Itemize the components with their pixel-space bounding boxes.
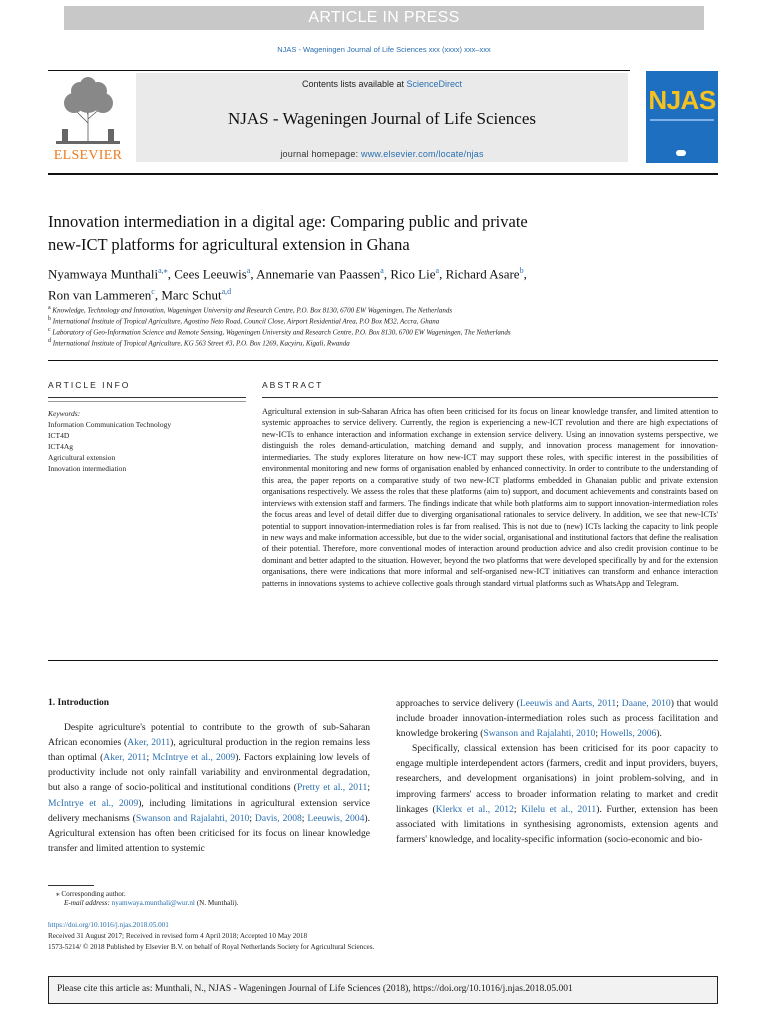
keyword: ICT4Ag	[48, 442, 73, 451]
author-line-2	[48, 283, 708, 304]
cover-title: NJAS	[648, 85, 716, 115]
citation-link[interactable]: Leeuwis, 2004	[307, 812, 365, 824]
text-run: ), including limitations in agricultural extension service delivery mechanisms (	[48, 797, 370, 824]
affiliation-text: Knowledge, Technology and Innovation, Wageningen University and Research Centre, P.O. Box 8130, 6700 EW Wageningen, The Netherlands	[52, 306, 453, 315]
abstract-rule	[262, 397, 718, 398]
citation-link[interactable]: Kilelu et al., 2011	[521, 803, 597, 815]
author-affil-sup[interactable]: a,d	[221, 287, 232, 297]
keyword: ICT4D	[48, 431, 70, 440]
text-run: ;	[146, 752, 153, 764]
author: Cees Leeuwis	[174, 266, 247, 282]
article-title	[48, 210, 688, 256]
author-affil-sup[interactable]: a	[435, 266, 440, 275]
abstract-heading: ABSTRACT	[262, 380, 324, 390]
affiliation	[48, 316, 708, 325]
text-run: ;	[249, 812, 255, 824]
cover-stripe	[650, 119, 714, 121]
abstract-bottom-rule	[48, 660, 718, 661]
body-column-right	[396, 696, 718, 847]
header-top-rule	[48, 70, 630, 71]
doi-link[interactable]: https://doi.org/10.1016/j.njas.2018.05.001	[48, 921, 169, 929]
email-note	[64, 899, 238, 907]
citation-link[interactable]: Pretty et al., 2011	[296, 782, 368, 794]
text-run: ) that would include broader innovation-intermediation roles such as process facilitation and knowledge brokering (	[396, 698, 718, 740]
author: Marc Schut	[161, 287, 222, 303]
author: Rico Lie	[390, 266, 436, 282]
text-run: ). Further, extension has been associated with limitations in synthesising agronomists, extension agents and farmers' knowledge, and locality-specific information (socio-economic and bio-	[396, 803, 718, 845]
author-separator: ,	[523, 266, 527, 282]
footnote-rule	[48, 885, 94, 886]
text-run: ;	[513, 803, 522, 815]
affiliation-key: c	[48, 327, 51, 333]
author-separator: ,	[167, 266, 175, 282]
text-run: Despite agriculture's potential to contribute to the growth of sub-Saharan African economies (	[48, 722, 370, 749]
homepage-prefix: journal homepage:	[280, 149, 361, 159]
citation-link[interactable]: Klerkx et al., 2012	[435, 803, 514, 815]
citation-link[interactable]: Swanson and Rajalahti, 2010	[135, 812, 250, 824]
keywords-block	[48, 408, 228, 474]
affiliation-text: International Institute of Tropical Agriculture, Agostino Neto Road, Council Close, Airport Residential Area, P.O Box M32, Accra, Ghana	[52, 317, 440, 326]
affiliation-text: Laboratory of Geo-Information Science and Remote Sensing, Wageningen University and Research Centre, P.O. Box 8130, 6700 EW Wageningen, The Netherlands	[52, 328, 511, 337]
journal-title: NJAS - Wageningen Journal of Life Sciences	[227, 109, 537, 128]
email-label: E-mail address:	[64, 899, 112, 907]
text-run: ;	[301, 812, 308, 824]
text-run: ;	[616, 698, 622, 709]
email-suffix: (N. Munthali).	[194, 899, 239, 907]
email-link[interactable]: nyamwaya.munthali@wur.nl	[111, 899, 195, 907]
text-run: ;	[367, 782, 370, 794]
journal-homepage	[136, 149, 628, 159]
article-info-rule	[48, 397, 246, 398]
article-title-line-1: Innovation intermediation in a digital age: Comparing public and private	[48, 212, 528, 231]
affiliation-key: b	[48, 316, 51, 322]
section-rule	[48, 360, 718, 361]
body-paragraph	[396, 696, 718, 741]
text-run: ), agricultural production in the region remains less than optimal (	[48, 737, 370, 764]
text-run: ). Factors explaining low levels of productivity include not only rainfall variability and environmental degradation, but also a range of socio-political and institutional conditions (	[48, 752, 370, 794]
text-run: ).	[656, 728, 662, 740]
author: Ron van Lammeren	[48, 287, 152, 303]
author: Nyamwaya Munthali	[48, 266, 159, 282]
article-dates: Received 31 August 2017; Received in revised form 4 April 2018; Accepted 10 May 2018	[48, 932, 308, 940]
corresponding-author-note: ⁎ Corresponding author.	[56, 890, 126, 898]
citation-link[interactable]: Swanson and Rajalahti, 2010	[483, 728, 596, 740]
contents-prefix: Contents lists available at	[301, 79, 407, 89]
citation-link[interactable]: Leeuwis and Aarts, 2011	[519, 698, 617, 709]
author-affil-sup[interactable]: a	[380, 266, 384, 275]
citation-link[interactable]: Daane, 2010	[621, 698, 671, 709]
affiliation	[48, 338, 708, 347]
author-affil-sup[interactable]: a	[246, 266, 251, 275]
affiliation-text: International Institute of Tropical Agriculture, KG 563 Street #3, P.O. Box 1269, Kacyiru, Kigali, Rwanda	[52, 339, 350, 348]
cite-this-article-box: Please cite this article as: Munthali, N., NJAS - Wageningen Journal of Life Sciences (2018), https://doi.org/10.1016/j.njas.2018.05.001	[48, 976, 718, 1004]
body-paragraph	[396, 741, 718, 847]
text-run: ). Agricultural extension has often been criticised for its focus on linear knowledge transfer and limited attention to systemic	[48, 812, 370, 854]
elsevier-wordmark: ELSEVIER	[53, 148, 123, 163]
author-list	[48, 262, 708, 305]
keyword: Innovation intermediation	[48, 464, 127, 473]
text-run: approaches to service delivery (	[396, 698, 520, 709]
author-separator: ,	[154, 287, 162, 303]
copyright-note: 1573-5214/ © 2018 Published by Elsevier B.V. on behalf of Royal Netherlands Society for Agricultural Sciences.	[48, 943, 375, 951]
article-title-line-2: new-ICT platforms for agricultural extension in Ghana	[48, 235, 410, 254]
journal-cover-image[interactable]	[646, 71, 718, 163]
journal-citation-line[interactable]: NJAS - Wageningen Journal of Life Sciences xxx (xxxx) xxx–xxx	[277, 45, 491, 54]
keywords-label: Keywords:	[48, 409, 81, 418]
affiliation	[48, 327, 708, 336]
citation-link[interactable]: Howells, 2006	[600, 728, 657, 740]
journal-header-box	[136, 73, 628, 162]
author-separator: ,	[439, 266, 446, 282]
keyword: Agricultural extension	[48, 453, 116, 462]
abstract-text: Agricultural extension in sub-Saharan Africa has often been criticised for its focus on linear knowledge transfer, and limited attention to systemic approaches to service delivery. Currently, the region is experiencing a new-ICT revolution and there are high expectations of new-ICTs to enhance interaction and information exchange in extension service delivery. Using an innovation systems perspective, we distinguish the roles demand-articulation, matching demand and supply, and innovation process management for innovation-intermediaries. The study explores literature on how new-ICT may support these roles, with specific interest in the possibilities of environmental monitoring and new forms of organisation enabled by enhanced connectivity. In order to contribute to the understanding of this area, the paper reports on a comparative study of two new-ICT platforms embedded in Ghanaian public and private extension organisations respectively. We assess the roles that these platforms (aim to) support, and document achievements and constraints based on interviews with extension staff and farmers. The findings indicate that while both platforms aim to support innovation-intermediation roles the focus areas and level of detail differ due to diverging organisational rationales to service delivery. In addition, we see that new-ICTs' potential to support innovation-intermediation roles is far from realised. This is not due to (new) ICTs lacking the capacity to link people in new ways and make information accessible, but due to the wider social, organisational and institutional factors that define the realisation of their potential. Therefore, more conventional modes of interaction around production advice and also credit provision continue to be dominant and better adapted to the situation. However, beyond the two platforms that were developed specifically by and for the extension organisations, there were indications that more informal and self-organised new-ICT initiatives can transform and enhance interaction patterns in innovations systems to achieve collective goals through standard virtual platforms such as WhatsApp and Telegram.	[262, 407, 718, 588]
cover-publisher-mark-icon	[676, 150, 686, 156]
text-run: Specifically, classical extension has been criticised for its poor capacity to engage multiple interdependent actors (farmers, credit and input providers, buyers, researchers, and development organisations) in joint problem-solving, and in improving farmers' access to broader information relating to market and credit linkages (	[396, 743, 718, 815]
article-info-heading: ARTICLE INFO	[48, 380, 131, 390]
author-line-1	[48, 262, 708, 283]
affiliation-key: a	[48, 305, 51, 311]
body-column-left	[48, 696, 370, 856]
sciencedirect-link[interactable]: ScienceDirect	[406, 79, 463, 89]
homepage-link[interactable]: www.elsevier.com/locate/njas	[361, 149, 484, 159]
author: Richard Asare	[445, 266, 520, 282]
citation-link[interactable]: Aker, 2011	[127, 737, 171, 749]
text-run: ;	[595, 728, 601, 740]
contents-available	[136, 79, 628, 89]
introduction-heading: 1. Introduction	[48, 698, 110, 708]
article-in-press-banner: ARTICLE IN PRESS	[64, 6, 704, 30]
author: Annemarie van Paassen	[256, 266, 381, 282]
author-affil-sup[interactable]: b	[519, 266, 524, 275]
citation-link[interactable]: McIntrye et al., 2009	[48, 797, 139, 809]
keyword: Information Communication Technology	[48, 420, 172, 429]
author-affil-sup[interactable]: a,⁎	[158, 266, 168, 275]
author-affil-sup[interactable]: c	[151, 287, 155, 297]
header-bottom-rule	[48, 173, 718, 175]
author-separator: ,	[250, 266, 257, 282]
author-separator: ,	[383, 266, 391, 282]
affiliation-key: d	[48, 338, 51, 344]
citation-link[interactable]: Davis, 2008	[254, 812, 302, 824]
affiliation	[48, 305, 708, 314]
keywords-top-rule	[48, 401, 246, 402]
citation-link[interactable]: Aker, 2011	[103, 752, 147, 764]
introduction-paragraph	[48, 720, 370, 856]
citation-link[interactable]: McIntrye et al., 2009	[152, 752, 236, 764]
